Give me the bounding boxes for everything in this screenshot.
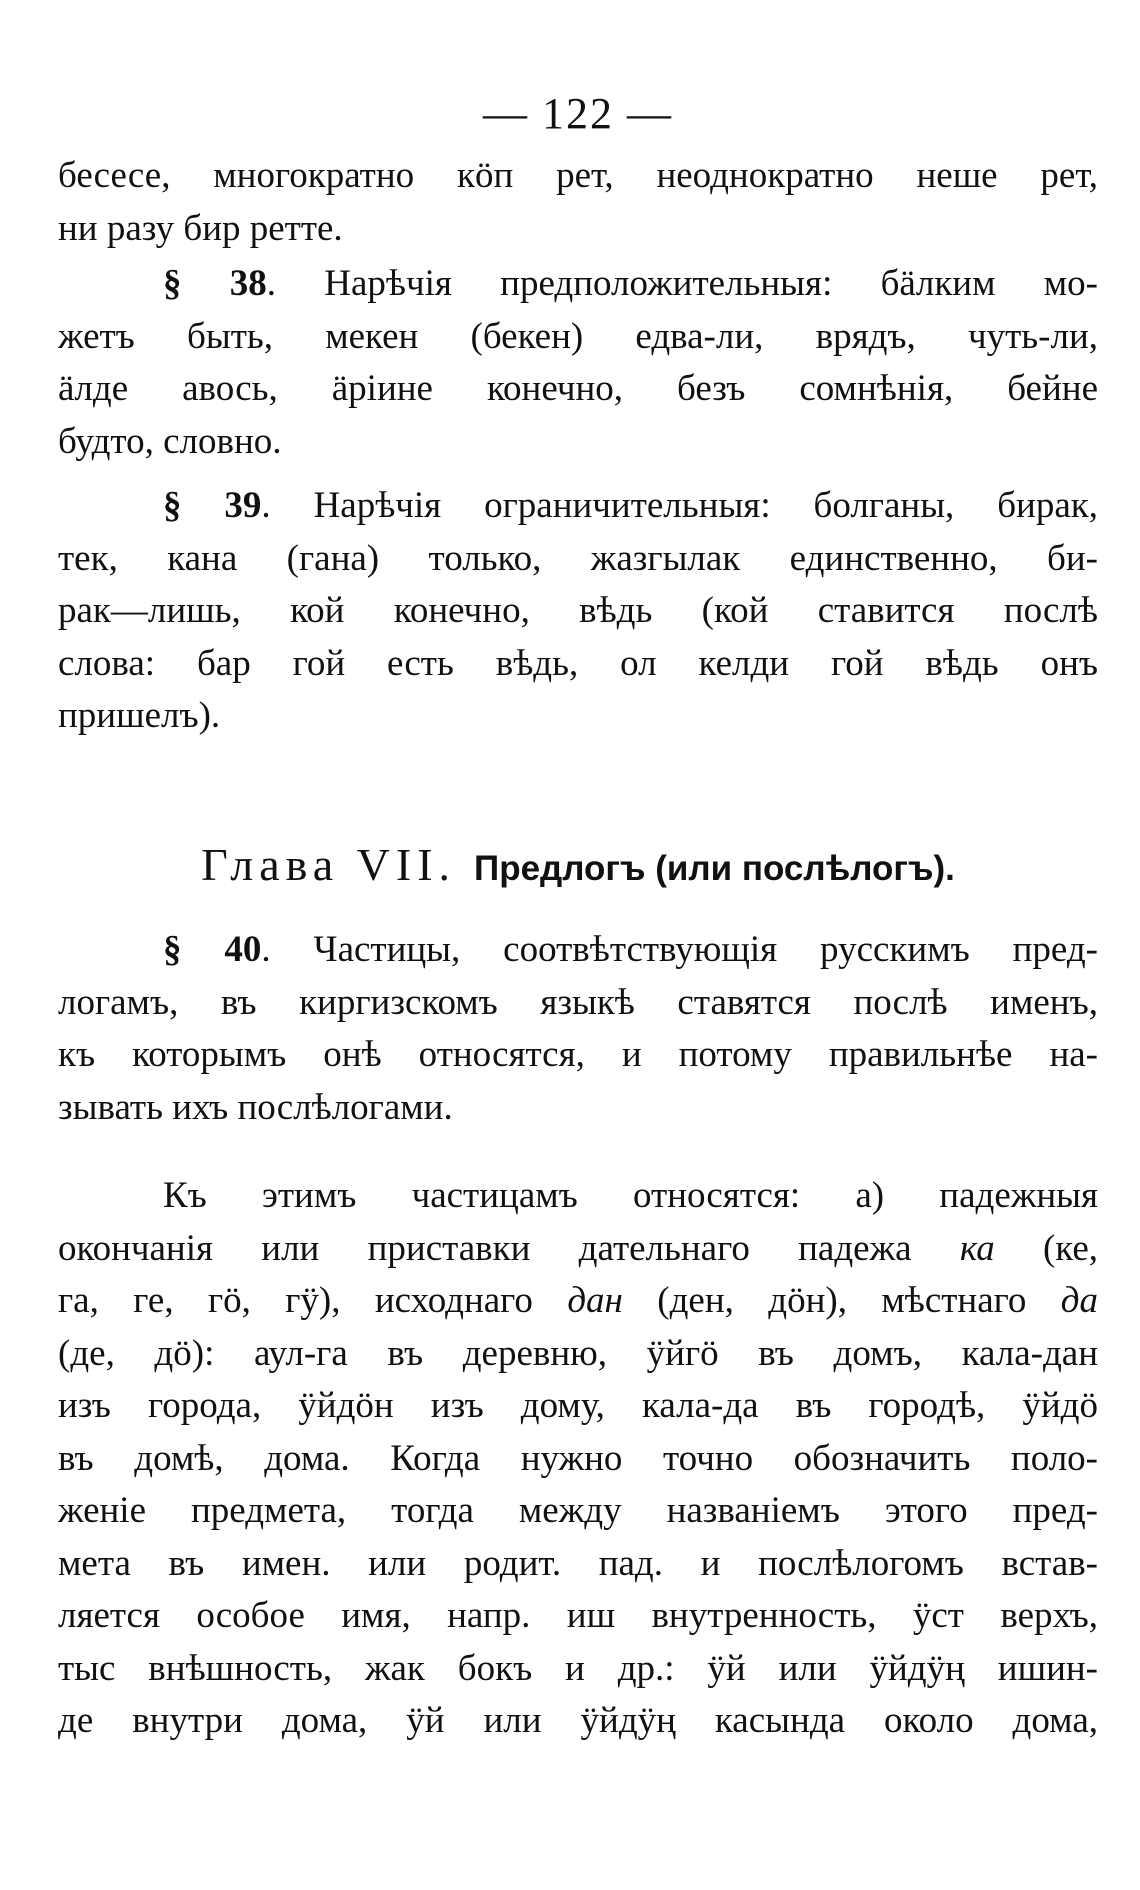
section-39 bbox=[58, 480, 1098, 743]
text-line: рак—лишь, кой конечно, вѣдь (кой ставится послѣ bbox=[58, 590, 1098, 631]
text-line: жетъ быть, мекен (бекен) едва-ли, врядъ, чуть-ли, bbox=[58, 315, 1098, 357]
text-span: (ке, bbox=[994, 1227, 1098, 1269]
section-38 bbox=[58, 258, 1098, 468]
book-page bbox=[58, 0, 1098, 1890]
text-line bbox=[58, 480, 1098, 533]
section-number: § 39 bbox=[163, 485, 262, 526]
text-line: тыс внѣшность, жак бокъ и др.: ÿй или ÿйдÿң ишин- bbox=[58, 1647, 1098, 1689]
text-line: пришелъ). bbox=[58, 695, 221, 736]
text-line: ляется особое имя, напр. иш внутренность, ÿст верхъ, bbox=[58, 1595, 1098, 1636]
text-line: äлде авось, äріине конечно, безъ сомнѣнія, бейне bbox=[58, 368, 1098, 409]
text-line: въ домѣ, дома. Когда нужно точно обозначить поло- bbox=[58, 1437, 1098, 1479]
section-number: § 38 bbox=[163, 263, 267, 304]
text-line: логамъ, въ киргизскомъ языкѣ ставятся послѣ именъ, bbox=[58, 981, 1098, 1023]
section-40 bbox=[58, 924, 1098, 1134]
text-line: будто, словно. bbox=[58, 420, 282, 462]
italic-term: ка bbox=[959, 1227, 995, 1269]
text-line bbox=[58, 258, 1098, 311]
text-line: зывать ихъ послѣлогами. bbox=[58, 1086, 453, 1128]
text-line: де внутри дома, ÿй или ÿйдÿң касында около дома, bbox=[58, 1700, 1098, 1741]
text-span: (ден, дöн), мѣстнаго bbox=[622, 1280, 1061, 1321]
text-span: окончанія или приставки дательнаго падежа bbox=[58, 1227, 960, 1269]
italic-term: дан bbox=[567, 1280, 623, 1321]
chapter-label: Глава VII. bbox=[201, 839, 457, 890]
text-line: (де, дö): аул-га въ деревню, ÿйгö въ домъ, кала-дан bbox=[58, 1332, 1098, 1374]
chapter-title: Предлогъ (или послѣлогъ). bbox=[474, 849, 955, 888]
text-line bbox=[58, 924, 1098, 977]
text-line: бесесе, многократно кöп рет, неоднократно неше рет, bbox=[58, 155, 1098, 196]
text-line: слова: бар гой есть вѣдь, ол келди гой вѣдь онъ bbox=[58, 642, 1098, 684]
chapter-heading bbox=[58, 838, 1098, 891]
paragraph-intro bbox=[58, 150, 1098, 255]
text-line: Къ этимъ частицамъ относятся: а) падежныя bbox=[163, 1175, 1098, 1216]
text-line bbox=[58, 1223, 1098, 1276]
text-line: мета въ имен. или родит. пад. и послѣлогомъ встав- bbox=[58, 1542, 1098, 1584]
section-heading-text: . Нарѣчія ограничительныя: болганы, бирак, bbox=[261, 485, 1098, 526]
page-number: — 122 — bbox=[483, 89, 673, 138]
paragraph-final bbox=[58, 1170, 1098, 1748]
italic-term: да bbox=[1060, 1280, 1098, 1321]
section-heading-text: . Частицы, соотвѣтствующія русскимъ пред- bbox=[261, 929, 1098, 970]
text-line bbox=[58, 1275, 1098, 1328]
section-heading-text: . Нарѣчія предположительныя: бäлким мо- bbox=[266, 263, 1098, 304]
text-line: изъ города, ÿйдöн изъ дому, кала-да въ городѣ, ÿйдö bbox=[58, 1385, 1098, 1426]
text-line: тек, кана (гана) только, жазгылак единственно, би- bbox=[58, 537, 1098, 579]
text-line: женіе предмета, тогда между названіемъ этого пред- bbox=[58, 1490, 1098, 1531]
text-line: къ которымъ онѣ относятся, и потому правильнѣе на- bbox=[58, 1034, 1098, 1075]
section-number: § 40 bbox=[163, 929, 262, 970]
text-line: ни разу бир ретте. bbox=[58, 207, 343, 249]
text-span: га, ге, гö, гÿ), исходнаго bbox=[58, 1280, 568, 1321]
